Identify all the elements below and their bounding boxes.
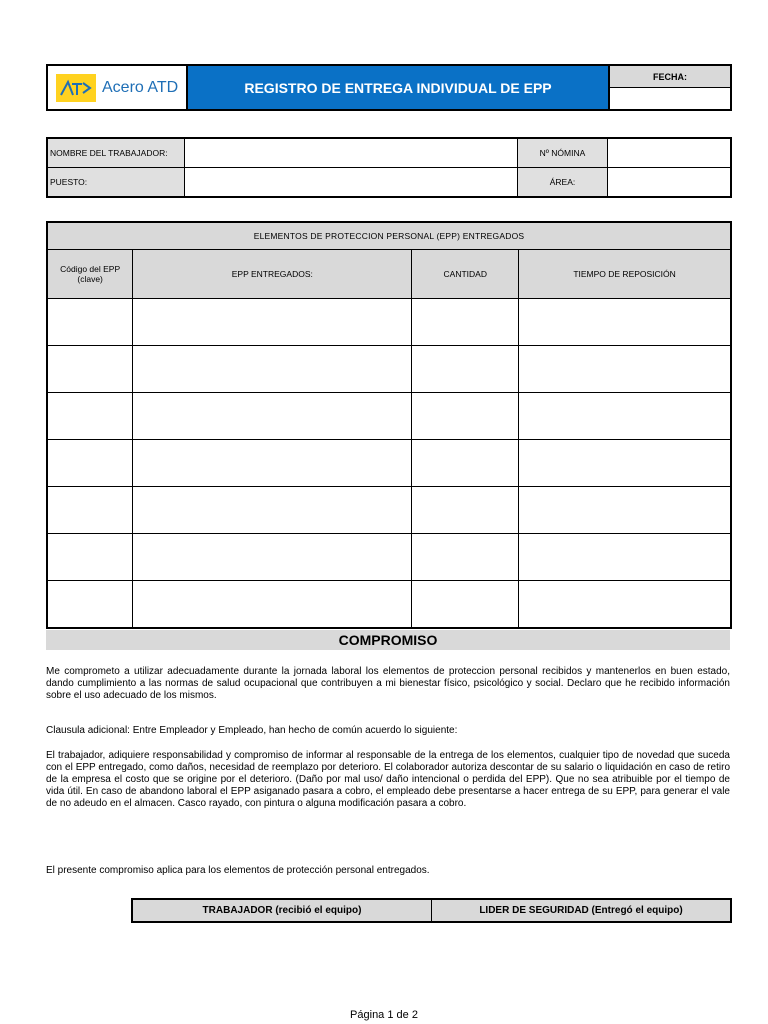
epp-name-cell[interactable] — [133, 487, 412, 534]
epp-code-cell[interactable] — [47, 440, 133, 487]
table-row — [47, 299, 731, 346]
table-row — [47, 346, 731, 393]
quantity-cell[interactable] — [412, 393, 519, 440]
logo-mark-icon — [56, 74, 96, 102]
worker-name-field[interactable] — [185, 138, 518, 168]
table-row — [47, 487, 731, 534]
replacement-time-cell[interactable] — [519, 440, 731, 487]
epp-name-cell[interactable] — [133, 299, 412, 346]
form-title: REGISTRO DE ENTREGA INDIVIDUAL DE EPP — [188, 66, 610, 109]
compromiso-heading: COMPROMISO — [46, 630, 730, 650]
epp-name-cell[interactable] — [133, 346, 412, 393]
responsibility-paragraph: El trabajador, adiquiere responsabilidad y compromiso de informar al responsable de la entrega de los elementos, cualquier tipo de novedad que suceda con el EPP entregado, como daños, necesidad de reemplazo por deterioro. El colaborador autoriza descontar de su salario o liquidación en caso de retiro de la empresa el costo que se origine por el deterioro. (Daño por mal uso/ daño intencional o perdida del EPP). Que no sea atribuible por el tiempo de vida útil. En caso de abandono laboral el EPP asiganado pasara a cobro, el empleado debe presentarse a hacer entrega de su EPP, para generar el vale de no adeudo en el almacen. Casco rayado, con pintura o alguna modificación pasara a cobro. — [46, 750, 730, 809]
quantity-cell[interactable] — [412, 440, 519, 487]
epp-code-cell[interactable] — [47, 299, 133, 346]
replacement-time-cell[interactable] — [519, 581, 731, 629]
date-label: FECHA: — [610, 66, 730, 88]
quantity-cell[interactable] — [412, 487, 519, 534]
epp-name-cell[interactable] — [133, 393, 412, 440]
table-row — [47, 393, 731, 440]
date-block — [610, 66, 730, 109]
column-header: Código del EPP (clave) — [47, 250, 133, 299]
epp-table-title: ELEMENTOS DE PROTECCION PERSONAL (EPP) ENTREGADOS — [47, 222, 731, 250]
table-row — [47, 534, 731, 581]
epp-table — [46, 221, 732, 629]
epp-code-cell[interactable] — [47, 346, 133, 393]
epp-name-cell[interactable] — [133, 581, 412, 629]
form-header — [46, 64, 732, 111]
epp-code-cell[interactable] — [47, 581, 133, 629]
replacement-time-cell[interactable] — [519, 487, 731, 534]
worker-name-label: NOMBRE DEL TRABAJADOR: — [47, 138, 185, 168]
area-label: ÁREA: — [518, 168, 608, 198]
worker-signature-label: TRABAJADOR (recibió el equipo) — [132, 899, 432, 922]
table-row — [47, 440, 731, 487]
column-header: CANTIDAD — [412, 250, 519, 299]
date-field[interactable] — [610, 88, 730, 109]
area-field[interactable] — [607, 168, 731, 198]
signature-table — [131, 898, 732, 923]
epp-code-cell[interactable] — [47, 393, 133, 440]
quantity-cell[interactable] — [412, 534, 519, 581]
compromiso-paragraph: Me comprometo a utilizar adecuadamente durante la jornada laboral los elementos de proteccion personal recibidos y mantenerlos en buen estado, dando cumplimiento a las normas de salud ocupacional que contribuyen a mi bienestar físico, psicológico y social. Declaro que he recibido información sobre el uso adecuado de los mismos. — [46, 666, 730, 701]
puesto-label: PUESTO: — [47, 168, 185, 198]
scope-paragraph: El presente compromiso aplica para los elementos de protección personal entregados. — [46, 865, 430, 876]
company-logo — [48, 66, 188, 109]
column-header: EPP ENTREGADOS: — [133, 250, 412, 299]
page-number: Página 1 de 2 — [350, 1009, 418, 1021]
table-row — [47, 581, 731, 629]
quantity-cell[interactable] — [412, 346, 519, 393]
replacement-time-cell[interactable] — [519, 393, 731, 440]
epp-code-cell[interactable] — [47, 534, 133, 581]
nomina-field[interactable] — [607, 138, 731, 168]
epp-code-cell[interactable] — [47, 487, 133, 534]
column-header: TIEMPO DE REPOSICIÓN — [519, 250, 731, 299]
replacement-time-cell[interactable] — [519, 534, 731, 581]
nomina-label: Nº NÓMINA — [518, 138, 608, 168]
leader-signature-label: LIDER DE SEGURIDAD (Entregó el equipo) — [432, 899, 732, 922]
quantity-cell[interactable] — [412, 299, 519, 346]
epp-name-cell[interactable] — [133, 440, 412, 487]
clause-paragraph: Clausula adicional: Entre Empleador y Empleado, han hecho de común acuerdo lo siguiente: — [46, 725, 458, 736]
logo-text: Acero ATD — [102, 78, 179, 96]
quantity-cell[interactable] — [412, 581, 519, 629]
replacement-time-cell[interactable] — [519, 299, 731, 346]
epp-name-cell[interactable] — [133, 534, 412, 581]
replacement-time-cell[interactable] — [519, 346, 731, 393]
worker-info-table — [46, 137, 732, 198]
puesto-field[interactable] — [185, 168, 518, 198]
